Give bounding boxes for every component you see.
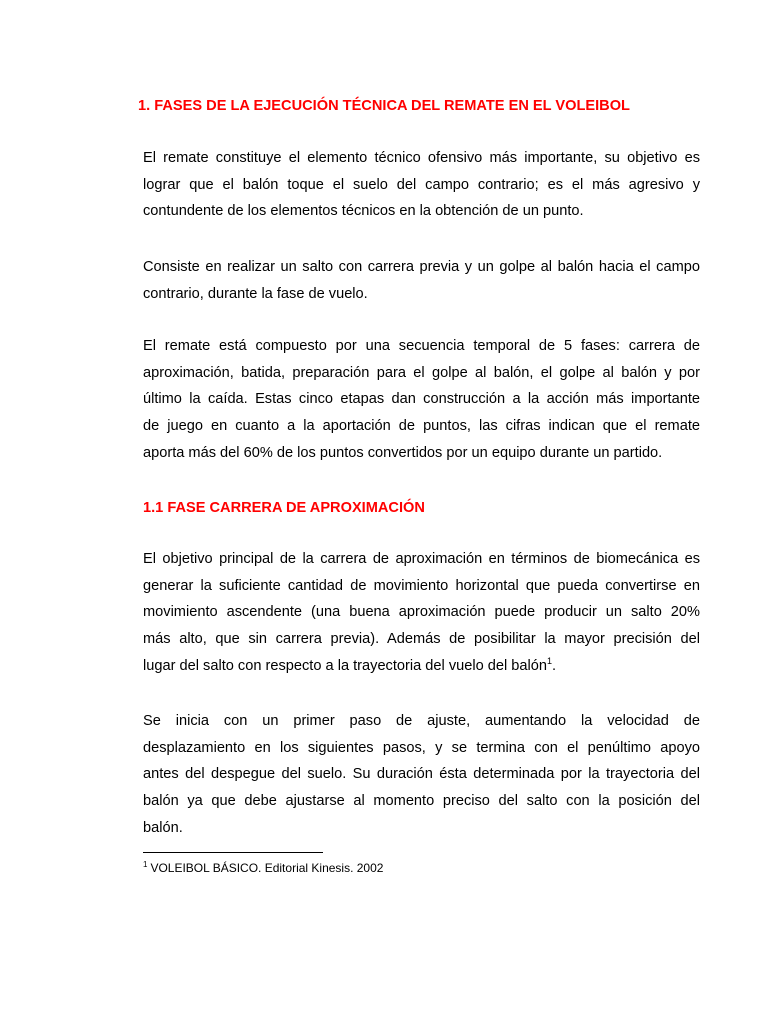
paragraph-4-line: movimiento ascendente (una buena aproximación puede producir un salto 20% xyxy=(143,604,700,621)
paragraph-4-line: El objetivo principal de la carrera de aproximación en términos de biomecánica es xyxy=(143,551,700,567)
paragraph-1-line: contundente de los elementos técnicos en la obtención de un punto. xyxy=(143,203,584,220)
paragraph-1 xyxy=(143,145,700,225)
footnote-separator xyxy=(143,852,323,853)
paragraph-2-line: contrario, durante la fase de vuelo. xyxy=(143,285,368,302)
paragraph-5-line: balón ya que debe ajustarse al momento preciso del salto con la posición del xyxy=(143,793,700,810)
paragraph-5 xyxy=(143,708,700,842)
paragraph-4-line: más alto, que sin carrera previa). Además de posibilitar la mayor precisión del xyxy=(143,631,700,648)
footnote xyxy=(143,860,383,876)
section-subtitle: 1.1 FASE CARRERA DE APROXIMACIÓN xyxy=(143,500,425,516)
paragraph-4-line: lugar del salto con respecto a la trayectoria del vuelo del balón xyxy=(143,657,548,674)
paragraph-1-line: El remate constituye el elemento técnico ofensivo más importante, su objetivo es xyxy=(143,150,700,166)
footnote-reference[interactable]: 1 xyxy=(547,655,553,666)
paragraph-1-line: lograr que el balón toque el suelo del campo contrario; es el más agresivo y xyxy=(143,176,700,193)
paragraph-3-line: aporta más del 60% de los puntos convertidos por un equipo durante un partido. xyxy=(143,444,663,461)
paragraph-3-line: aproximación, batida, preparación para el golpe al balón, el golpe al balón y por xyxy=(143,364,700,381)
paragraph-3 xyxy=(143,333,700,467)
paragraph-5-line: desplazamiento en los siguientes pasos, y se termina con el penúltimo apoyo xyxy=(143,739,700,756)
paragraph-5-line: Se inicia con un primer paso de ajuste, aumentando la velocidad de xyxy=(143,713,700,729)
paragraph-4-line: generar la suficiente cantidad de movimiento horizontal que pueda convertirse en xyxy=(143,577,700,594)
footnote-text: VOLEIBOL BÁSICO. Editorial Kinesis. 2002 xyxy=(150,861,384,875)
paragraph-2-line: Consiste en realizar un salto con carrera previa y un golpe al balón hacia el campo xyxy=(143,259,700,275)
footnote-number: 1 xyxy=(143,860,148,869)
paragraph-3-line: El remate está compuesto por una secuencia temporal de 5 fases: carrera de xyxy=(143,338,700,354)
paragraph-2 xyxy=(143,254,700,307)
paragraph-3-line: último la caída. Estas cinco etapas dan construcción a la acción más importante xyxy=(143,391,700,408)
document-title: 1. FASES DE LA EJECUCIÓN TÉCNICA DEL REMATE EN EL VOLEIBOL xyxy=(138,98,630,114)
paragraph-5-line: antes del despegue del suelo. Su duración ésta determinada por la trayectoria del xyxy=(143,766,700,783)
paragraph-5-line: balón. xyxy=(143,819,183,836)
paragraph-4-last-line xyxy=(143,653,700,680)
paragraph-4 xyxy=(143,546,700,680)
paragraph-4-period: . xyxy=(552,657,557,674)
paragraph-3-line: de juego en cuanto a la aportación de puntos, las cifras indican que el remate xyxy=(143,418,700,435)
